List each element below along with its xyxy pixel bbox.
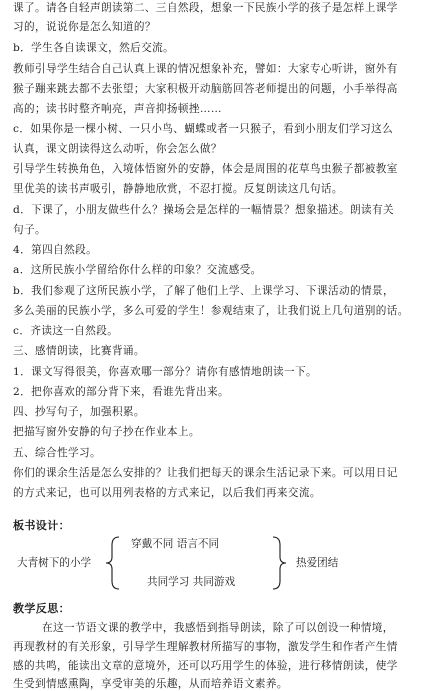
text-line: 1．课文写得很美，你喜欢哪一部分？请你有感情地朗读一下。 [13, 366, 317, 378]
text-line: 多么美丽的民族小学，多么可爱的学生！参观结束了，让我们说上几句道别的话。 [13, 305, 409, 317]
board-bottom-text: 共同学习 共同游戏 [147, 576, 236, 588]
text-line: 认真，课文朗读得这么动听，你会怎么做？ [13, 143, 222, 155]
text-line: b．学生各自读课文，然后交流。 [13, 42, 175, 54]
text-line: d．下课了，小朋友做些什么？操场会是怎样的一幅情景？想象描述。朗读有关 [13, 204, 394, 216]
board-right-text: 热爱团结 [296, 557, 339, 569]
text-line: 高的；读书时整齐响亮，声音抑扬顿挫…… [13, 103, 222, 115]
right-brace [270, 535, 290, 591]
reflection-line: 感的共鸣，能读出文章的意境外，还可以巧用学生的体验，进行移情朗读，使学 [13, 660, 398, 672]
text-line: 教师引导学生结合自己认真上课的情况想象补充，譬如：大家专心听讲，窗外有 [13, 63, 398, 75]
text-line: 4．第四自然段。 [13, 244, 98, 256]
text-line: 三、感情朗读，比赛背诵。 [13, 345, 145, 357]
text-line: 猴子蹦来跳去都不去张望；大家积极开动脑筋回答老师提出的问题，小手举得高 [13, 83, 398, 95]
board-top-text: 穿戴不同 语言不同 [131, 538, 220, 550]
reflection-line: 再现教材的有关形象，引导学生理解教材所描写的事物，激发学生和作者产生情 [13, 641, 398, 653]
text-line: 把描写窗外安静的句子抄在作业本上。 [13, 426, 200, 438]
reflection-line: 在这一节语文课的教学中，我感悟到指导朗读，除了可以创设一种情境， [42, 622, 394, 634]
text-line: 引导学生转换角色，入境体悟窗外的安静，体会是周围的花草鸟虫猴子都被教室 [13, 163, 398, 175]
reflection-line: 生受到情感熏陶，享受审美的乐趣，从而培养语文素养。 [13, 678, 288, 690]
text-line: 课了。请各自轻声朗读第二、三自然段，想象一下民族小学的孩子是怎样上课学 [13, 2, 398, 14]
text-line: c．齐读这一自然段。 [13, 325, 119, 337]
board-design-heading: 板书设计： [13, 519, 70, 532]
left-brace [104, 535, 124, 591]
text-line: 习的，说说你是怎么知道的？ [13, 21, 156, 33]
board-left-text: 大青树下的小学 [17, 557, 92, 569]
reflection-heading: 教学反思： [13, 602, 70, 615]
text-line: c．如果你是一棵小树、一只小鸟、蝴蝶或者一只猴子，看到小朋友们学习这么 [13, 123, 394, 135]
text-line: 句子。 [13, 224, 46, 236]
text-line: 的方式来记，也可以用列表格的方式来记，以后我们再来交流。 [13, 487, 321, 499]
text-line: 2．把你喜欢的部分背下来，看谁先背出来。 [13, 386, 230, 398]
text-line: 五、综合性学习。 [13, 447, 101, 459]
text-line: 你们的课余生活是怎么安排的？让我们把每天的课余生活记录下来。可以用日记 [13, 467, 398, 479]
text-line: a．这所民族小学留给你什么样的印象？交流感受。 [13, 264, 262, 276]
text-line: 四、抄写句子，加强积累。 [13, 406, 145, 418]
text-line: b．我们参观了这所民族小学，了解了他们上学、上课学习、下课活动的情景， [13, 285, 394, 297]
text-line: 里优美的读书声吸引，静静地欣赏，不忍打搅。反复朗读这几句话。 [13, 183, 343, 195]
